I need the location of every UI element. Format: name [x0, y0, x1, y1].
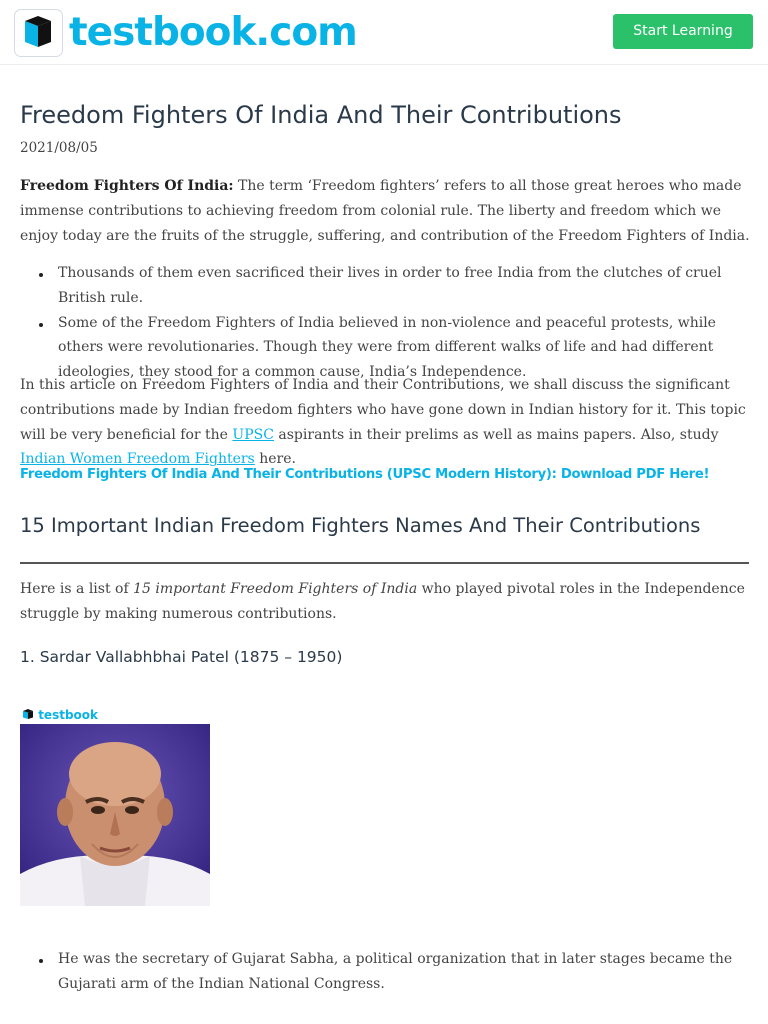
paragraph-text: here. — [254, 451, 296, 468]
page-title: Freedom Fighters Of India And Their Contributions — [20, 101, 622, 129]
logo-text[interactable]: testbook.com — [69, 10, 357, 55]
start-learning-button[interactable]: Start Learning — [613, 14, 753, 49]
emphasis-text: 15 important Freedom Fighters of India — [133, 581, 418, 597]
bullet-icon — [39, 959, 43, 963]
intro-paragraph — [20, 174, 750, 248]
image-brand-text: testbook — [38, 708, 98, 722]
article-paragraph — [20, 373, 750, 472]
list-item — [20, 947, 750, 997]
testbook-small-logo-icon — [22, 708, 34, 720]
intro-text: The term ‘Freedom fighters’ refers to all those great heroes who made immense contributions to achieving freedom from colonial rule. The liberty and freedom which we enjoy today are the fruits of the struggle, suffering, and contribution of the Freedom Fighters of India. — [20, 178, 750, 244]
publish-date: 2021/08/05 — [20, 140, 98, 156]
patel-portrait-image — [20, 724, 210, 906]
patel-bullet-list — [20, 947, 750, 997]
bullet-text: Some of the Freedom Fighters of India believed in non-violence and peaceful protests, while others were revolutionaries. Though they were from different walks of life and had different ideologies, they stood for a common cause, India’s Independence. — [58, 314, 716, 381]
women-freedom-fighters-link[interactable]: Indian Women Freedom Fighters — [20, 451, 255, 468]
sub-heading: 1. Sardar Vallabhbhai Patel (1875 – 1950) — [20, 648, 343, 666]
paragraph-text: Here is a list of — [20, 581, 134, 597]
upsc-link[interactable]: UPSC — [232, 426, 274, 443]
bullet-text: Thousands of them even sacrificed their lives in order to free India from the clutches of cruel British rule. — [58, 265, 722, 306]
bullet-text: He was the secretary of Gujarat Sabha, a political organization that in later stages became the Gujarati arm of the Indian National Congress. — [58, 951, 733, 992]
bullet-icon — [39, 273, 43, 277]
bullet-icon — [39, 323, 43, 327]
list-intro-paragraph — [20, 577, 750, 627]
section-divider — [20, 562, 749, 564]
section-heading: 15 Important Indian Freedom Fighters Names And Their Contributions — [20, 514, 701, 537]
paragraph-text: In this article on Freedom Fighters of India and their Contributions, we shall discuss the significant contributions made by Indian freedom fighters who have gone down in Indian history for it. This topic will be very beneficial for the — [20, 377, 746, 443]
intro-bullet-list — [20, 261, 750, 385]
paragraph-text: aspirants in their prelims as well as mains papers. Also, study — [273, 426, 719, 443]
intro-bold: Freedom Fighters Of India: — [20, 178, 234, 194]
download-pdf-link[interactable]: Freedom Fighters Of India And Their Contributions (UPSC Modern History): Download PDF Here! — [20, 467, 710, 482]
testbook-logo-icon[interactable] — [14, 9, 63, 57]
image-brand-label — [22, 707, 98, 723]
site-header — [0, 0, 768, 65]
paragraph-text: who played pivotal roles in the Independence struggle by making numerous contributions. — [20, 581, 745, 622]
list-item — [20, 261, 750, 311]
